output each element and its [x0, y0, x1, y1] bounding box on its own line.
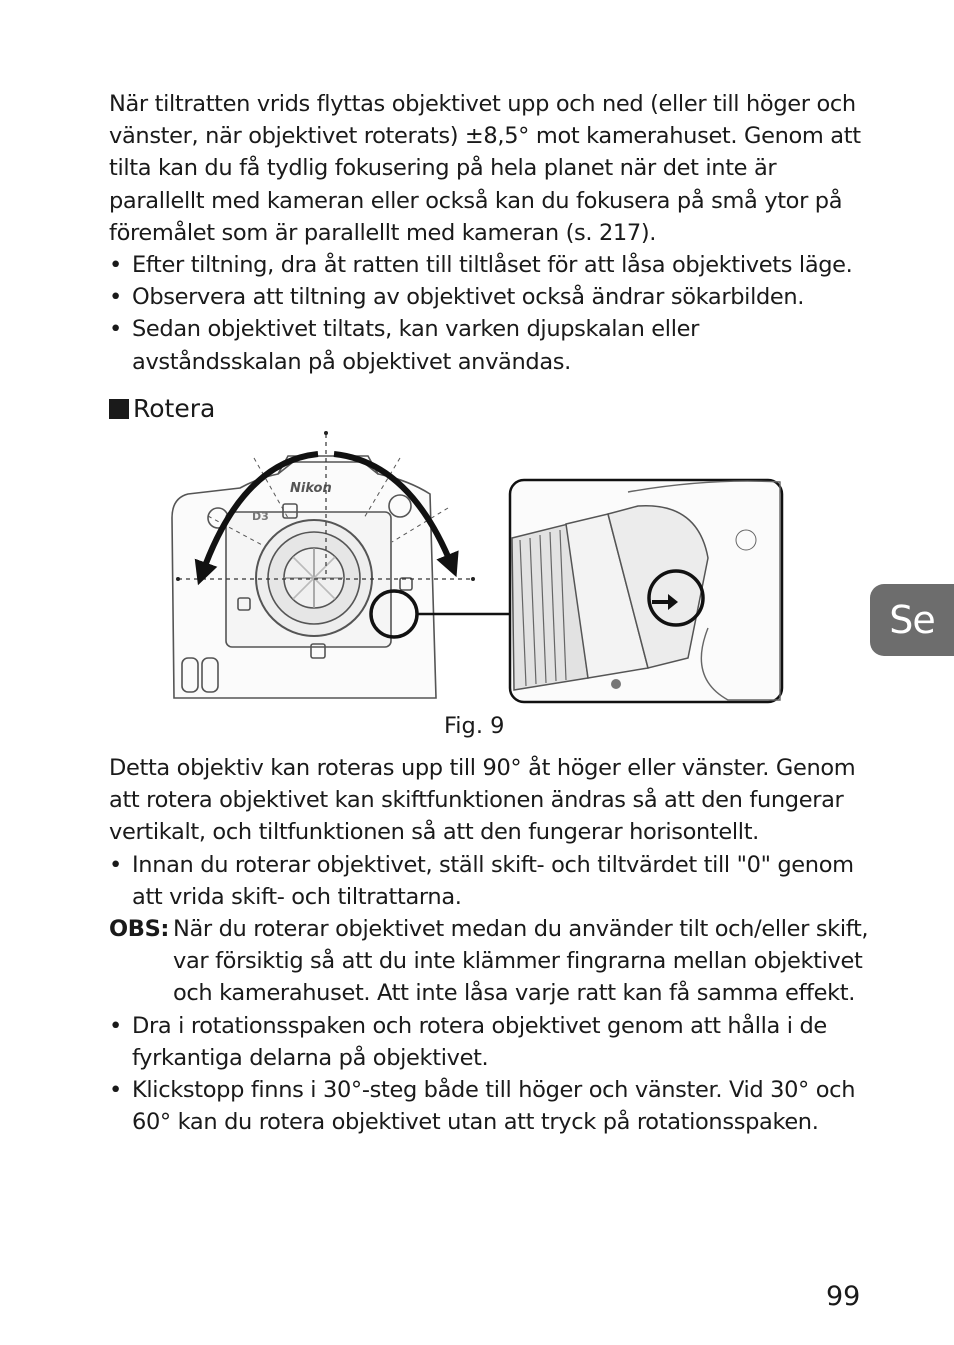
language-tab: Se [870, 584, 954, 656]
intro-bullet-list [109, 249, 869, 378]
body-paragraph: Detta objektiv kan roteras upp till 90° åt höger eller vänster. Genom att rotera objektivet kan skiftfunktionen ändras så att den fungerar vertikalt, och tiltfunktionen så att den fungerar horisontellt. [109, 755, 856, 846]
bullet-marker: • [109, 316, 122, 343]
intro-paragraph: När tiltratten vrids flyttas objektivet upp och ned (eller till höger och vänster, när objektivet roterats) ±8,5° mot kamerahuset. Genom att tilta kan du få tydlig fokusering på hela planet när det inte är parallellt med kameran eller också kan du fokusera på små ytor på föremålet som är parallellt med kameran (s. 217). [109, 91, 861, 246]
body-bullet-list-2 [109, 1010, 869, 1139]
list-item [109, 281, 869, 313]
figure-caption: Fig. 9 [444, 713, 505, 739]
bullet-text: Efter tiltning, dra åt ratten till tiltlåset för att låsa objektivets läge. [132, 252, 853, 279]
intro-block [109, 88, 869, 378]
body-bullet-list [109, 849, 869, 913]
list-item [109, 849, 869, 913]
note-text: När du roterar objektivet medan du använder tilt och/eller skift, var försiktig så att du inte klämmer fingrarna mellan objektivet och kamerahuset. Att inte låsa varje ratt kan få samma effekt. [173, 916, 869, 1007]
bullet-text: Dra i rotationsspaken och rotera objektivet genom att hålla i de fyrkantiga delarna på objektivet. [132, 1012, 827, 1071]
bullet-marker: • [109, 252, 122, 279]
figure-illustration [168, 428, 788, 706]
heading-square-icon [109, 399, 129, 419]
camera-model-label: D3 [252, 510, 269, 523]
note-label: OBS: [109, 916, 170, 943]
note [109, 913, 869, 1010]
list-item [109, 249, 869, 281]
list-item [109, 313, 869, 377]
page-number: 99 [826, 1281, 861, 1312]
bullet-marker: • [109, 1012, 122, 1039]
bullet-text: Observera att tiltning av objektivet också ändrar sökarbilden. [132, 284, 805, 311]
bullet-text: Sedan objektivet tiltats, kan varken djupskalan eller avståndsskalan på objektivet användas. [132, 316, 699, 375]
list-item [109, 1074, 869, 1138]
section-heading [109, 393, 215, 425]
bullet-marker: • [109, 1077, 122, 1104]
bullet-text: Innan du roterar objektivet, ställ skift- och tiltvärdet till "0" genom att vrida skift- och tiltrattarna. [132, 851, 854, 910]
bullet-marker: • [109, 284, 122, 311]
camera-brand-label: Nikon [290, 481, 332, 496]
bullet-marker: • [109, 851, 122, 878]
body-block [109, 752, 869, 1138]
detail-inset [510, 480, 782, 702]
list-item [109, 1010, 869, 1074]
heading-text: Rotera [133, 394, 216, 423]
bullet-text: Klickstopp finns i 30°-steg både till höger och vänster. Vid 30° och 60° kan du rotera objektivet utan att tryck på rotationsspaken. [132, 1077, 856, 1136]
